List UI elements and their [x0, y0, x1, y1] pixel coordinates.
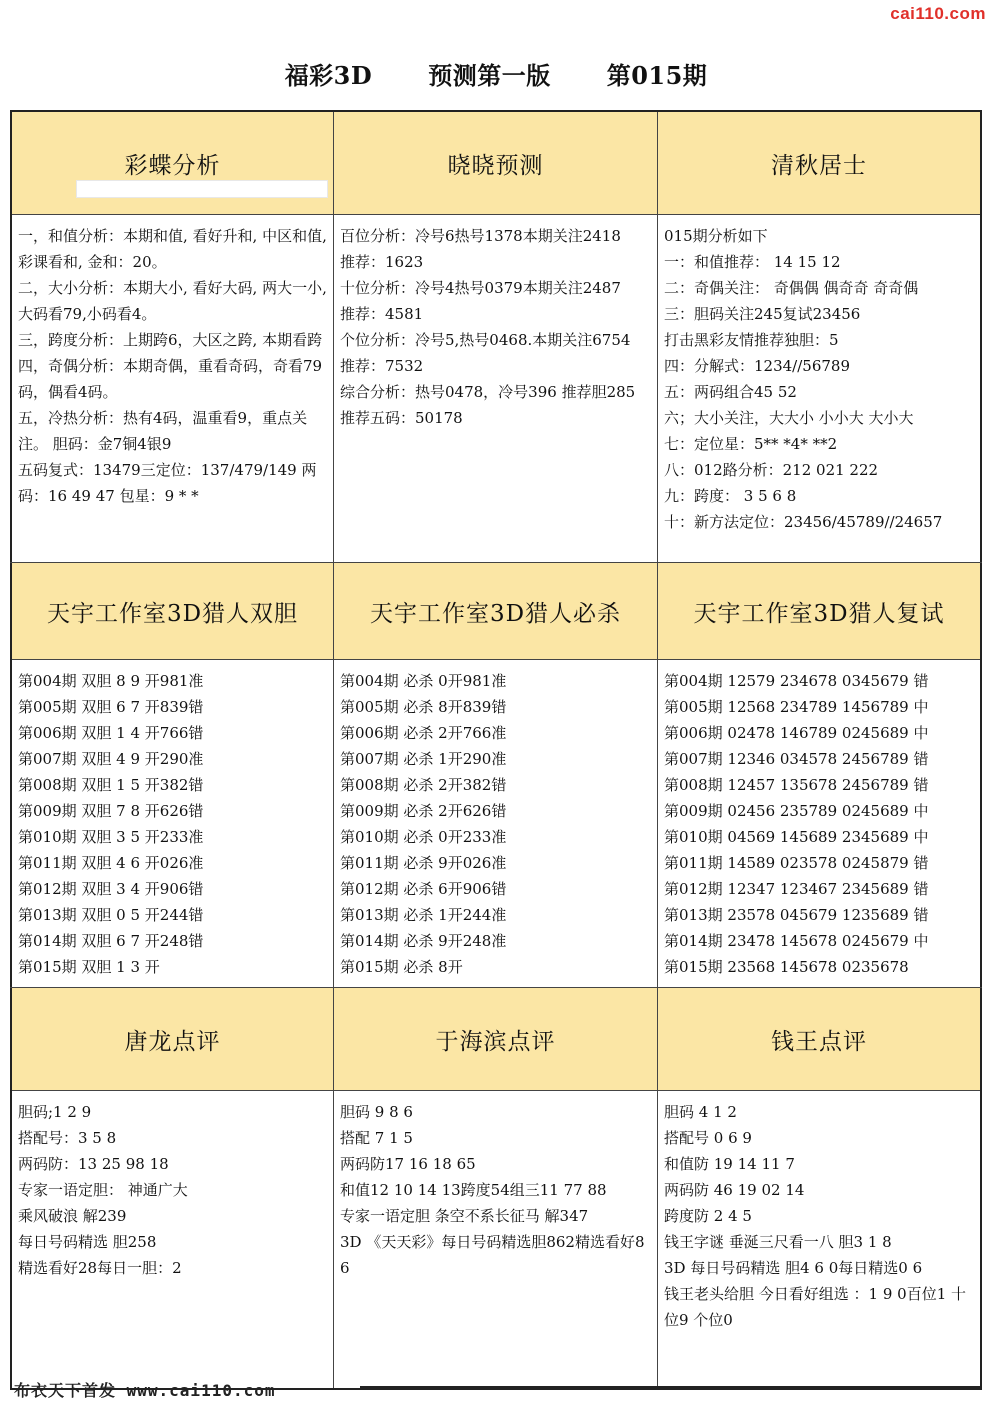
column-yuhaibin	[334, 988, 658, 1388]
section-1	[10, 112, 982, 563]
column-xiaoxiao	[334, 112, 658, 562]
text-line: 015期分析如下	[664, 227, 768, 245]
text-line: 专家一语定胆 条空不系长征马 解347	[340, 1207, 589, 1225]
text-line: 五，冷热分析：热有4码，温重看9，重点关注。 胆码：金7铜4银9	[18, 409, 308, 453]
record-row: 第013期 23578 045679 1235689 错	[664, 906, 929, 924]
record-row: 第008期 双胆 1 5 开382错	[18, 776, 204, 794]
column-heading: 清秋居士	[658, 112, 980, 215]
text-line: 两码防 46 19 02 14	[664, 1181, 805, 1199]
record-row: 第009期 双胆 7 8 开626错	[18, 802, 204, 820]
record-row: 第013期 双胆 0 5 开244错	[18, 906, 204, 924]
record-row: 第007期 12346 034578 2456789 错	[664, 750, 929, 768]
prediction-sheet	[10, 110, 982, 1390]
title-issue: 第015期	[606, 61, 708, 90]
record-row: 第012期 12347 123467 2345689 错	[664, 880, 929, 898]
text-line: 六；大小关注，大大小 小小大 大小大	[664, 409, 914, 427]
text-line: 胆码 4 1 2	[664, 1103, 737, 1121]
text-line: 推荐：7532	[340, 357, 424, 375]
text-line: 十：新方法定位：23456/45789//24657	[664, 513, 943, 531]
column-heading: 天宇工作室3D猎人必杀	[334, 563, 657, 660]
text-line: 搭配 7 1 5	[340, 1129, 413, 1147]
title-edition: 预测第一版	[428, 61, 551, 90]
record-row: 第009期 必杀 2开626错	[340, 802, 507, 820]
record-row: 第014期 必杀 9开248准	[340, 932, 507, 950]
record-row: 第006期 02478 146789 0245689 中	[664, 724, 929, 742]
record-row: 第015期 双胆 1 3 开	[18, 958, 160, 976]
text-line: 百位分析：冷号6热号1378本期关注2418	[340, 227, 621, 245]
record-row: 第005期 12568 234789 1456789 中	[664, 698, 929, 716]
text-line: 二：奇偶关注： 奇偶偶 偶奇奇 奇奇偶	[664, 279, 919, 297]
text-line: 九：跨度： 3 5 6 8	[664, 487, 797, 505]
text-line: 四，奇偶分析：本期奇偶，重看奇码，奇看79码，偶看4码。	[18, 357, 323, 401]
text-line: 每日号码精选 胆258	[18, 1233, 157, 1251]
text-line: 搭配号：3 5 8	[18, 1129, 117, 1147]
text-line: 三，跨度分析：上期跨6，大区之跨, 本期看跨	[18, 331, 323, 349]
text-line: 跨度防 2 4 5	[664, 1207, 752, 1225]
redaction-bar	[76, 180, 328, 198]
footer-credit: 布衣天下首发 www.cai110.com	[14, 1381, 276, 1400]
column-body	[658, 1091, 980, 1333]
text-line: 四：分解式：1234//56789	[664, 357, 850, 375]
text-line: 推荐五码：50178	[340, 409, 463, 427]
record-row: 第012期 双胆 3 4 开906错	[18, 880, 204, 898]
text-line: 八：012路分析：212 021 222	[664, 461, 879, 479]
text-line: 3D 《天天彩》每日号码精选胆862精选看好86	[340, 1233, 645, 1277]
record-row: 第005期 双胆 6 7 开839错	[18, 698, 204, 716]
column-caidie	[10, 112, 334, 562]
text-line: 七：定位星：5** *4* **2	[664, 435, 838, 453]
column-heading: 钱王点评	[658, 988, 980, 1091]
column-body	[658, 660, 980, 980]
column-body	[12, 1091, 333, 1281]
section-3	[10, 988, 982, 1388]
record-row: 第011期 双胆 4 6 开026准	[18, 854, 204, 872]
column-double-dan	[10, 563, 334, 987]
text-line: 二，大小分析：本期大小, 看好大码, 两大一小, 大码看79,小码看4。	[18, 279, 327, 323]
section-2	[10, 563, 982, 988]
text-line: 打击黑彩友情推荐独胆：5	[664, 331, 839, 349]
record-row: 第010期 双胆 3 5 开233准	[18, 828, 204, 846]
record-row: 第011期 必杀 9开026准	[340, 854, 507, 872]
text-line: 推荐：4581	[340, 305, 424, 323]
record-row: 第006期 双胆 1 4 开766错	[18, 724, 204, 742]
text-line: 综合分析：热号0478，冷号396 推荐胆285	[340, 383, 636, 401]
column-body	[334, 215, 657, 431]
record-row: 第014期 23478 145678 0245679 中	[664, 932, 929, 950]
column-heading: 于海滨点评	[334, 988, 657, 1091]
text-line: 五码复式：13479三定位：137/479/149 两码：16 49 47 包星：9 * *	[18, 461, 317, 505]
record-row: 第007期 必杀 1开290准	[340, 750, 507, 768]
record-row: 第004期 12579 234678 0345679 错	[664, 672, 929, 690]
text-line: 钱王字谜 垂涎三尺看一八 胆3 1 8	[664, 1233, 892, 1251]
text-line: 和值12 10 14 13跨度54组三11 77 88	[340, 1181, 607, 1199]
text-line: 精选看好28每日一胆：2	[18, 1259, 182, 1277]
column-body	[12, 660, 333, 980]
record-row: 第009期 02456 235789 0245689 中	[664, 802, 929, 820]
column-body	[334, 1091, 657, 1281]
column-tanglong	[10, 988, 334, 1388]
text-line: 一：和值推荐： 14 15 12	[664, 253, 841, 271]
text-line: 乘风破浪 解239	[18, 1207, 127, 1225]
site-watermark: cai110.com	[890, 4, 986, 23]
record-row: 第006期 必杀 2开766准	[340, 724, 507, 742]
record-row: 第011期 14589 023578 0245879 错	[664, 854, 929, 872]
text-line: 和值防 19 14 11 7	[664, 1155, 795, 1173]
column-heading: 彩蝶分析	[12, 112, 333, 215]
text-line: 五：两码组合45 52	[664, 383, 797, 401]
text-line: 胆码;1 2 9	[18, 1103, 92, 1121]
column-qianwang	[658, 988, 982, 1388]
column-body	[334, 660, 657, 980]
footer-rule	[360, 1386, 982, 1388]
record-row: 第007期 双胆 4 9 开290准	[18, 750, 204, 768]
column-body	[12, 215, 333, 509]
text-line: 推荐：1623	[340, 253, 424, 271]
text-line: 专家一语定胆： 神通广大	[18, 1181, 188, 1199]
page-title	[0, 56, 992, 91]
column-qingqiu	[658, 112, 982, 562]
text-line: 两码防：13 25 98 18	[18, 1155, 169, 1173]
record-row: 第010期 必杀 0开233准	[340, 828, 507, 846]
record-row: 第015期 必杀 8开	[340, 958, 463, 976]
record-row: 第014期 双胆 6 7 开248错	[18, 932, 204, 950]
text-line: 一，和值分析：本期和值, 看好升和, 中区和值, 彩课看和, 金和：20。	[18, 227, 327, 271]
title-lottery: 福彩3D	[284, 61, 373, 90]
record-row: 第015期 23568 145678 0235678	[664, 958, 909, 976]
text-line: 3D 每日号码精选 胆4 6 0每日精选0 6	[664, 1259, 923, 1277]
text-line: 搭配号 0 6 9	[664, 1129, 752, 1147]
column-bisha	[334, 563, 658, 987]
record-row: 第012期 必杀 6开906错	[340, 880, 507, 898]
text-line: 三：胆码关注245复试23456	[664, 305, 861, 323]
column-body	[658, 215, 980, 535]
record-row: 第004期 双胆 8 9 开981准	[18, 672, 204, 690]
column-heading: 天宇工作室3D猎人双胆	[12, 563, 333, 660]
text-line: 个位分析：冷号5,热号0468.本期关注6754	[340, 331, 631, 349]
text-line: 钱王老头给胆 今日看好组选 ：1 9 0百位1 十位9 个位0	[664, 1285, 967, 1329]
text-line: 两码防17 16 18 65	[340, 1155, 476, 1173]
record-row: 第005期 必杀 8开839错	[340, 698, 507, 716]
column-heading: 唐龙点评	[12, 988, 333, 1091]
column-heading: 晓晓预测	[334, 112, 657, 215]
record-row: 第010期 04569 145689 2345689 中	[664, 828, 929, 846]
column-fushi	[658, 563, 982, 987]
record-row: 第013期 必杀 1开244准	[340, 906, 507, 924]
record-row: 第008期 12457 135678 2456789 错	[664, 776, 929, 794]
text-line: 胆码 9 8 6	[340, 1103, 413, 1121]
record-row: 第008期 必杀 2开382错	[340, 776, 507, 794]
record-row: 第004期 必杀 0开981准	[340, 672, 507, 690]
column-heading: 天宇工作室3D猎人复试	[658, 563, 980, 660]
text-line: 十位分析：冷号4热号0379本期关注2487	[340, 279, 621, 297]
